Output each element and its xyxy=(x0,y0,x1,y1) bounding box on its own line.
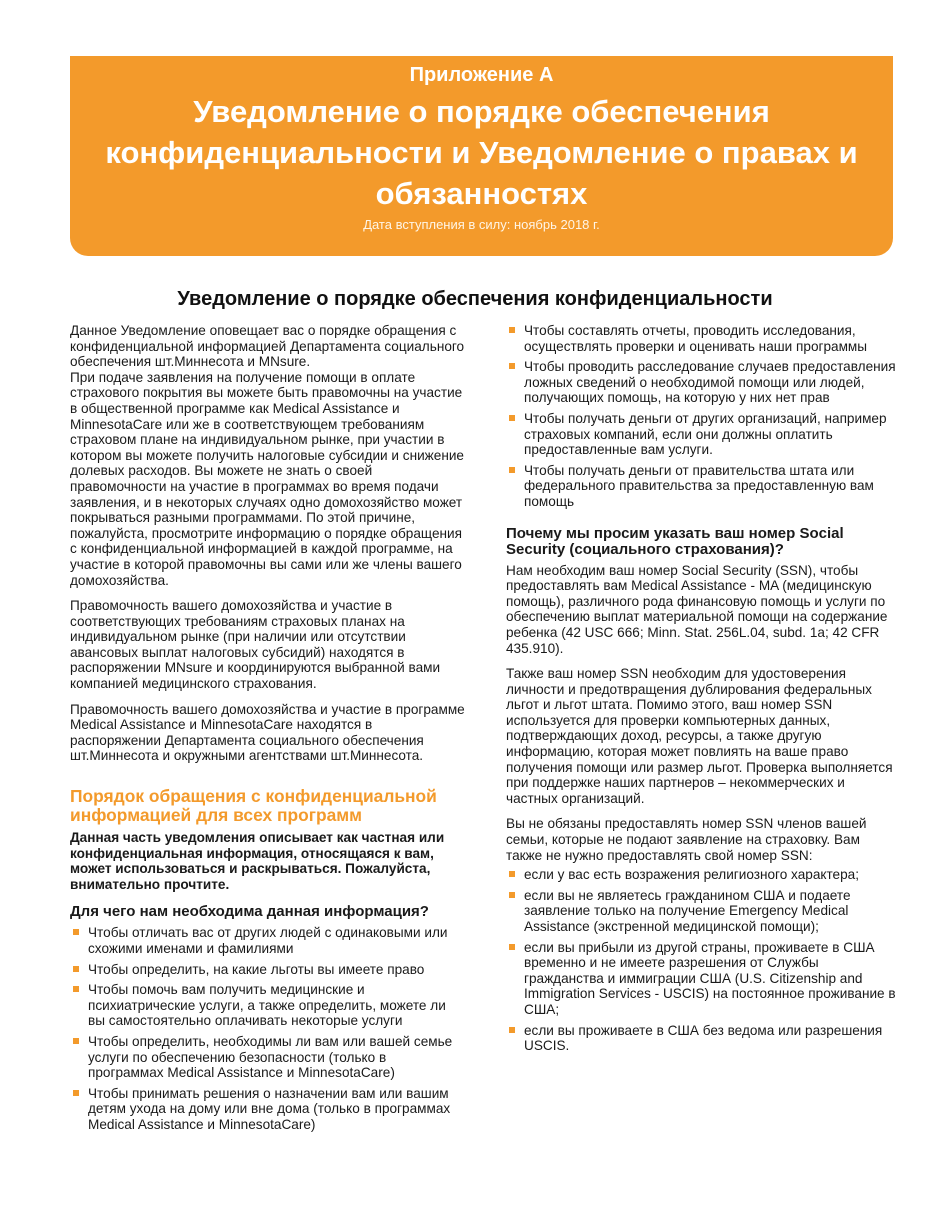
right-column xyxy=(506,323,896,1059)
appendix-label: Приложение А xyxy=(409,64,554,86)
bullet-icon xyxy=(509,892,515,898)
list-item: Чтобы получать деньги от правительства штата или федерального правительства за предоставленную вам помощь xyxy=(506,463,896,510)
ssn-paragraph-2: Также ваш номер SSN необходим для удостоверения личности и предотвращения дублирования федеральных льгот и льгот штата. Помимо этого, ваш номер SSN используется для проверки компьютерных данных, подтверждающих доход, ресурсы, а также другую информацию, которая может повлиять на ваше право получения помощи или размер льгот. Проверка выполняется при поддержке наших партнеров – некоммерческих и частных организаций. xyxy=(506,666,893,806)
bullet-icon xyxy=(73,929,79,935)
list-item: Чтобы отличать вас от других людей с одинаковыми или схожими именами и фамилиями xyxy=(70,925,465,956)
page-title: Уведомление о порядке обеспечения конфиденциальности xyxy=(177,288,773,310)
header-banner xyxy=(70,56,893,256)
section-intro: Данная часть уведомления описывает как частная или конфиденциальная информация, относящаяся к вам, может использоваться и раскрываться. Пожалуйста, внимательно прочтите. xyxy=(70,830,445,892)
effective-date: Дата вступления в силу: ноябрь 2018 г. xyxy=(363,217,600,232)
list-item: Чтобы определить, на какие льготы вы имеете право xyxy=(70,962,465,978)
list-item: если у вас есть возражения религиозного характера; xyxy=(506,867,896,883)
left-column xyxy=(70,323,465,1138)
intro-line-2: При подаче заявления на получение помощи в оплате страхового покрытия вы можете быть правомочны на участие в общественной программе как Medical Assistance и MinnesotaCare или же в соответствующем требованиям страховом плане на индивидуальном рынке, при участии в котором вы можете получить налоговые субсидии и снижение долевых расходов. Вы можете не знать о своей правомочности на участие в программах во время подачи заявления, и в некоторых случаях одно домохозяйство может покрываться разными программами. По этой причине, пожалуйста, просмотрите информацию о порядке обращения с конфиденциальной информацией в каждой программе, на участие в которой правомочны вы сами или же члены вашего домохозяйства. xyxy=(70,369,464,588)
bullet-icon xyxy=(73,1038,79,1044)
list-item: если вы проживаете в США без ведома или разрешения USCIS. xyxy=(506,1023,896,1054)
list-item: Чтобы принимать решения о назначении вам или вашим детям ухода на дому или вне дома (только в программах Medical Assistance и MinnesotaCare) xyxy=(70,1086,465,1133)
list-item: если вы не являетесь гражданином США и подаете заявление только на получение Emergency Medical Assistance (экстренной медицинской помощи); xyxy=(506,888,896,935)
list-item: Чтобы проводить расследование случаев предоставления ложных сведений о необходимой помощи или людей, получающих помощь, на которую у них нет прав xyxy=(506,359,896,406)
why-list-continued xyxy=(506,323,896,510)
bullet-icon xyxy=(509,415,515,421)
bullet-icon xyxy=(509,327,515,333)
bullet-icon xyxy=(73,1090,79,1096)
ssn-paragraph-1: Нам необходим ваш номер Social Security (SSN), чтобы предоставлять вам Medical Assistance - MA (медицинскую помощь), различного рода финансовую помощь и услуги по обеспечению выплат материальной помощи на содержание ребенка (42 USC 666; Minn. Stat. 256L.04, subd. 1a; 42 CFR 435.910). xyxy=(506,562,888,656)
intro-paragraph xyxy=(70,323,465,588)
bullet-icon xyxy=(509,871,515,877)
bullet-icon xyxy=(73,966,79,972)
ssn-heading: Почему мы просим указать ваш номер Social Security (социального страхования)? xyxy=(506,524,844,558)
bullet-icon xyxy=(73,986,79,992)
intro-line-1: Данное Уведомление оповещает вас о порядке обращения с конфиденциальной информацией Департамента социального обеспечения шт.Миннесота и MNsure. xyxy=(70,323,465,370)
bullet-icon xyxy=(509,467,515,473)
list-item: Чтобы определить, необходимы ли вам или вашей семье услуги по обеспечению безопасности (только в программах Medical Assistance и MinnesotaCare) xyxy=(70,1034,465,1081)
paragraph-dhs: Правомочность вашего домохозяйства и участие в программе Medical Assistance и MinnesotaCare находятся в распоряжении Департамента социального обеспечения шт.Миннесота и окружными агентствами шт.Миннесота. xyxy=(70,701,465,764)
bullet-icon xyxy=(509,944,515,950)
list-item: Чтобы составлять отчеты, проводить исследования, осуществлять проверки и оценивать наши программы xyxy=(506,323,896,354)
why-heading: Для чего нам необходима данная информация? xyxy=(70,903,429,921)
section-heading: Порядок обращения с конфиденциальной информацией для всех программ xyxy=(70,786,437,826)
why-list xyxy=(70,925,465,1132)
paragraph-mnsure: Правомочность вашего домохозяйства и участие в соответствующих требованиям страховых планах на индивидуальном рынке (при наличии или отсутствии авансовых выплат налоговых субсидий) находятся в распоряжении MNsure и координируются выбранной вами компанией медицинского страхования. xyxy=(70,598,441,692)
list-item: Чтобы помочь вам получить медицинские и психиатрические услуги, а также определить, можете ли вы самостоятельно оплачивать некоторые услуги xyxy=(70,982,465,1029)
document-title: Уведомление о порядке обеспечения конфиденциальности и Уведомление о правах и обязанностях xyxy=(105,94,858,211)
ssn-exemptions-list xyxy=(506,867,896,1054)
bullet-icon xyxy=(509,363,515,369)
ssn-paragraph-3: Вы не обязаны предоставлять номер SSN членов вашей семьи, которые не подают заявление на страховку. Вам также не нужно предоставлять свой номер SSN: xyxy=(506,816,867,863)
list-item: если вы прибыли из другой страны, проживаете в США временно и не имеете разрешения от Службы гражданства и иммиграции США (U.S. Citizenship and Immigration Services - USCIS) на постоянное проживание в США; xyxy=(506,940,896,1018)
list-item: Чтобы получать деньги от других организаций, например страховых компаний, если они должны оплатить предоставленные вам услуги. xyxy=(506,411,896,458)
bullet-icon xyxy=(509,1027,515,1033)
